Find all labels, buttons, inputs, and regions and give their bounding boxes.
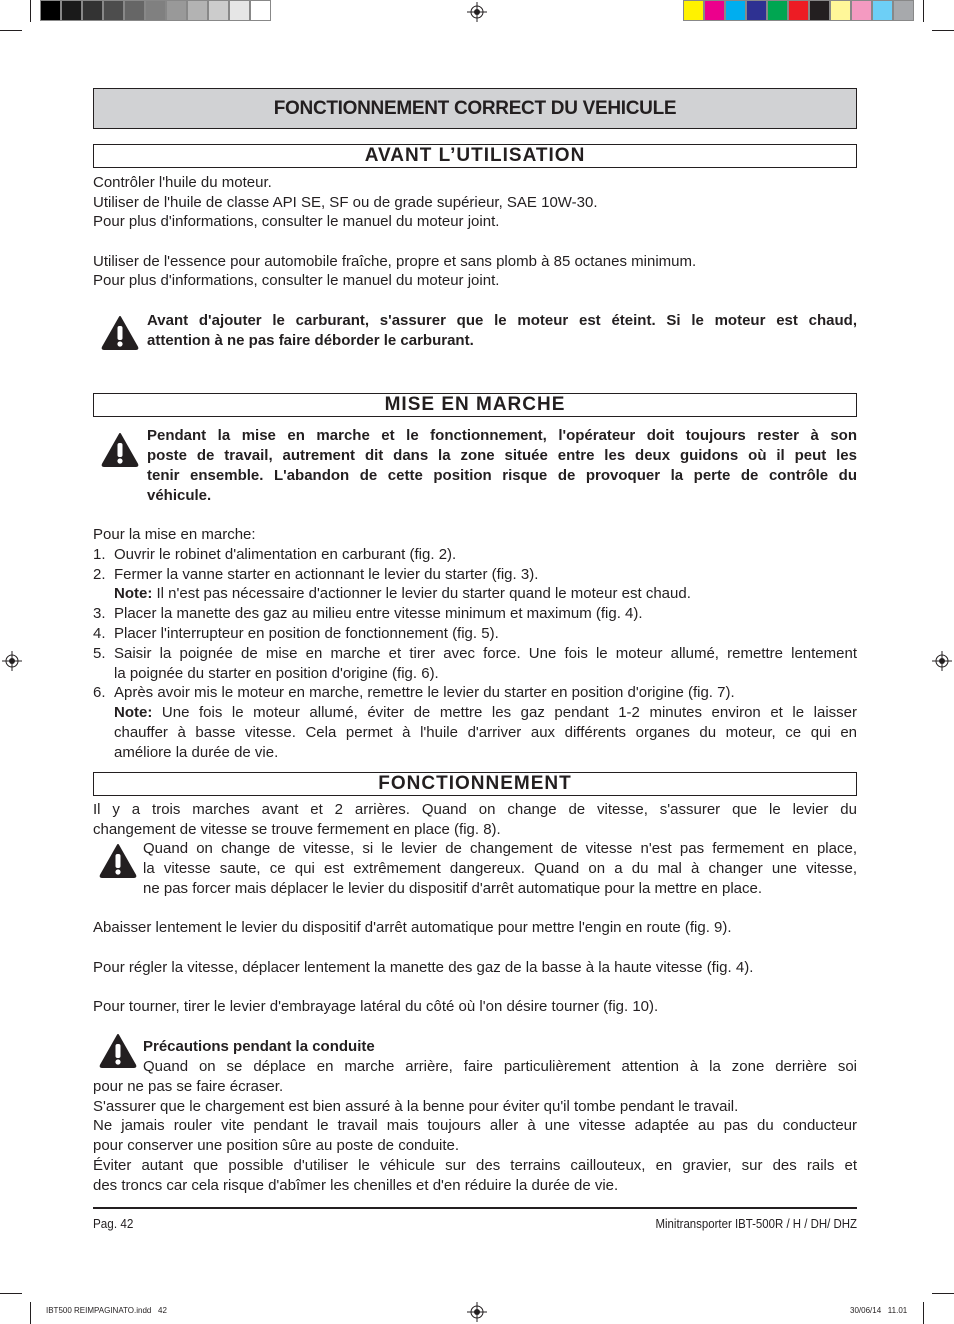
step-text: Fermer la vanne starter en actionnant le levier du starter (fig. 3). xyxy=(114,566,539,583)
warning-text-line: Avant d'ajouter le carburant, s'assurer que le moteur est éteint. Si le moteur est chaud, xyxy=(147,312,857,329)
warning-text-line: Quand on change de vitesse, si le levier de changement de vitesse n'est pas fermement en place, xyxy=(143,840,857,857)
text-line: Utiliser de l'huile de classe API SE, SF ou de grade supérieur, SAE 10W-30. xyxy=(93,194,598,211)
step-text: Après avoir mis le moteur en marche, remettre le levier du starter en position d'origine (fig. 7). xyxy=(114,684,735,701)
crop-mark xyxy=(0,30,22,31)
warning-text-line: ne pas forcer mais déplacer le levier du dispositif d'arrêt automatique pour la mettre en place. xyxy=(143,880,763,897)
registration-mark-icon xyxy=(467,1302,487,1322)
note-label: Note: xyxy=(114,585,153,602)
step-number: 6. xyxy=(93,684,106,701)
warning-text-line: la vitesse saute, ce qui est extrêmement dangereux. Quand on a du mal à changer une vitesse, xyxy=(143,860,857,877)
crop-mark xyxy=(0,1293,22,1294)
slug-date: 30/06/14 11.01 xyxy=(850,1306,908,1315)
text-line: Pour plus d'informations, consulter le manuel du moteur joint. xyxy=(93,272,500,289)
color-swatch xyxy=(746,0,767,21)
color-swatch xyxy=(830,0,851,21)
text-line: Pour la mise en marche: xyxy=(93,526,256,543)
gray-swatch xyxy=(166,0,187,21)
note-line xyxy=(114,703,857,723)
warning-text-line: poste de travail, autrement dit dans la zone située entre les deux guidons où il peut les xyxy=(147,447,857,464)
footer-rule xyxy=(93,1207,857,1209)
note-text: Une fois le moteur allumé, éviter de mettre les gaz pendant 1-2 minutes environ et le laisser xyxy=(152,704,857,721)
step-text: la poignée du starter en position d'origine (fig. 6). xyxy=(114,665,439,682)
color-swatch xyxy=(893,0,914,21)
text-line: Contrôler l'huile du moteur. xyxy=(93,174,272,191)
color-swatch xyxy=(704,0,725,21)
gray-swatch xyxy=(187,0,208,21)
note-line xyxy=(114,584,691,604)
gray-swatch xyxy=(124,0,145,21)
text-line: pour conserver une position sûre au poste de conduite. xyxy=(93,1137,460,1154)
gray-swatch xyxy=(145,0,166,21)
section-heading: FONCTIONNEMENT xyxy=(93,772,857,796)
registration-mark-icon xyxy=(2,651,22,671)
note-line: chauffer à basse vitesse. Cela permet à l'huile d'arriver aux différents organes du moteur, ce qui en xyxy=(114,724,857,741)
crop-mark xyxy=(923,1302,924,1324)
warning-text-line: attention à ne pas faire déborder le carburant. xyxy=(147,332,474,349)
gray-swatch xyxy=(82,0,103,21)
step-number: 1. xyxy=(93,546,106,563)
warning-icon xyxy=(101,315,139,351)
text-line: Pour régler la vitesse, déplacer lentement la manette des gaz de la basse à la haute vitesse (fig. 4). xyxy=(93,959,754,976)
text-line: S'assurer que le chargement est bien assuré à la benne pour éviter qu'il tombe pendant le travail. xyxy=(93,1098,739,1115)
step-text: Placer l'interrupteur en position de fonctionnement (fig. 5). xyxy=(114,625,499,642)
step-text: Placer la manette des gaz au milieu entre vitesse minimum et maximum (fig. 4). xyxy=(114,605,643,622)
color-swatch xyxy=(851,0,872,21)
text-line: Pour tourner, tirer le levier d'embrayage latéral du côté où l'on désire tourner (fig. 10). xyxy=(93,998,659,1015)
warning-text-line: Pendant la mise en marche et le fonctionnement, l'opérateur doit toujours rester à son xyxy=(147,427,857,444)
text-line: Quand on se déplace en marche arrière, faire particulièrement attention à la zone derrière soi xyxy=(143,1058,857,1075)
crop-mark xyxy=(30,1302,31,1324)
gray-swatch xyxy=(208,0,229,21)
warning-icon xyxy=(99,1033,137,1069)
gray-swatch xyxy=(250,0,271,21)
crop-mark xyxy=(30,0,31,22)
section-heading: MISE EN MARCHE xyxy=(93,393,857,417)
gray-swatch xyxy=(229,0,250,21)
color-swatch xyxy=(767,0,788,21)
text-line: Abaisser lentement le levier du dispositif d'arrêt automatique pour mettre l'engin en route (fig. 9). xyxy=(93,919,732,936)
gray-swatch xyxy=(103,0,124,21)
text-line: Éviter autant que possible d'utiliser le véhicule sur des terrains caillouteux, en gravier, sur des rails et xyxy=(93,1157,857,1174)
crop-mark xyxy=(932,30,954,31)
text-line: des troncs car cela risque d'abîmer les chenilles et d'en réduire la durée de vie. xyxy=(93,1177,619,1194)
page-number: Pag. 42 xyxy=(93,1216,134,1231)
text-line: pour ne pas se faire écraser. xyxy=(93,1078,284,1095)
text-line: Ne jamais rouler vite pendant le travail mais toujours aller à une vitesse adaptée au pas du conducteur xyxy=(93,1117,857,1134)
precautions-title: Précautions pendant la conduite xyxy=(143,1038,375,1055)
gray-swatch xyxy=(40,0,61,21)
step-text: Saisir la poignée de mise en marche et tirer avec force. Une fois le moteur allumé, remettre lentement xyxy=(114,645,857,662)
text-line: Pour plus d'informations, consulter le manuel du moteur joint. xyxy=(93,213,500,230)
page-title-box xyxy=(93,88,857,129)
warning-icon xyxy=(101,432,139,468)
color-swatch xyxy=(872,0,893,21)
gray-swatch xyxy=(61,0,82,21)
step-number: 2. xyxy=(93,566,106,583)
slug-filename: IBT500 REIMPAGINATO.indd 42 xyxy=(46,1306,167,1315)
registration-mark-icon xyxy=(932,651,952,671)
text-line: changement de vitesse se trouve fermement en place (fig. 8). xyxy=(93,821,501,838)
crop-mark xyxy=(932,1293,954,1294)
color-swatch xyxy=(725,0,746,21)
color-swatch xyxy=(809,0,830,21)
section-heading: AVANT L’UTILISATION xyxy=(93,144,857,168)
page-title: FONCTIONNEMENT CORRECT DU VEHICULE xyxy=(273,98,677,119)
crop-mark xyxy=(923,0,924,22)
warning-text-line: véhicule. xyxy=(147,487,212,504)
color-swatch xyxy=(683,0,704,21)
registration-mark-icon xyxy=(467,2,487,22)
color-swatch xyxy=(788,0,809,21)
text-line: Utiliser de l'essence pour automobile fraîche, propre et sans plomb à 85 octanes minimum. xyxy=(93,253,697,270)
note-line: améliore la durée de vie. xyxy=(114,744,279,761)
note-label: Note: xyxy=(114,704,153,721)
warning-icon xyxy=(99,843,137,879)
step-number: 3. xyxy=(93,605,106,622)
text-line: Il y a trois marches avant et 2 arrières. Quand on change de vitesse, s'assurer que le levier du xyxy=(93,801,857,818)
warning-text-line: tenir ensemble. L'abandon de cette position risque de provoquer la perte de contrôle du xyxy=(147,467,857,484)
step-number: 5. xyxy=(93,645,106,662)
step-number: 4. xyxy=(93,625,106,642)
note-text: Il n'est pas nécessaire d'actionner le levier du starter quand le moteur est chaud. xyxy=(152,585,691,602)
step-text: Ouvrir le robinet d'alimentation en carburant (fig. 2). xyxy=(114,546,457,563)
product-name: Minitransporter IBT-500R / H / DH/ DHZ xyxy=(655,1216,857,1231)
